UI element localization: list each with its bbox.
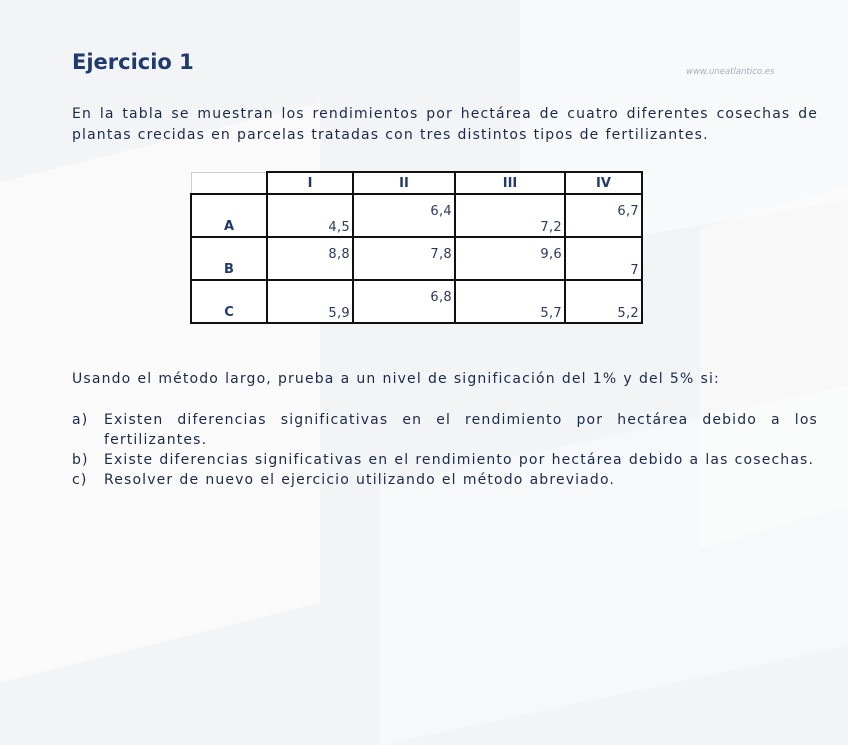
page-title: Ejercicio 1 [72,50,194,74]
table-cell: 6,4 [353,194,455,237]
task-list [72,410,818,490]
table-cell: 5,9 [267,280,353,323]
column-header: I [267,172,353,194]
list-marker: c) [72,472,88,488]
table-cell: 7,2 [455,194,565,237]
list-item-text: Existen diferencias significativas en el rendimiento por hectárea debido a los fertilizantes. [104,412,818,448]
table-header-row [191,172,642,194]
column-header: IV [565,172,642,194]
table-row [191,194,642,237]
table-cell: 8,8 [267,237,353,280]
table-cell: 9,6 [455,237,565,280]
row-label: C [191,280,267,323]
yield-table [190,171,643,324]
column-header: II [353,172,455,194]
table-cell: 6,8 [353,280,455,323]
list-item [72,410,818,450]
table-row [191,237,642,280]
table-cell: 4,5 [267,194,353,237]
table-cell: 7 [565,237,642,280]
website-watermark: www.uneatlantico.es [686,67,775,77]
list-marker: a) [72,412,89,428]
background-shape [700,171,848,548]
question-paragraph: Usando el método largo, prueba a un nivel de significación del 1% y del 5% si: [72,371,720,387]
table-cell: 7,8 [353,237,455,280]
list-item-text: Resolver de nuevo el ejercicio utilizando el método abreviado. [104,472,616,488]
column-header: III [455,172,565,194]
table-corner-cell [191,172,267,194]
table-cell: 5,7 [455,280,565,323]
intro-paragraph: En la tabla se muestran los rendimientos por hectárea de cuatro diferentes cosechas de plantas crecidas en parcelas tratadas con tres distintos tipos de fertilizantes. [72,106,818,143]
table-cell: 5,2 [565,280,642,323]
table-row [191,280,642,323]
list-item [72,450,818,470]
row-label: B [191,237,267,280]
row-label: A [191,194,267,237]
table-cell: 6,7 [565,194,642,237]
list-marker: b) [72,452,89,468]
list-item-text: Existe diferencias significativas en el rendimiento por hectárea debido a las cosechas. [104,452,815,468]
list-item [72,470,818,490]
